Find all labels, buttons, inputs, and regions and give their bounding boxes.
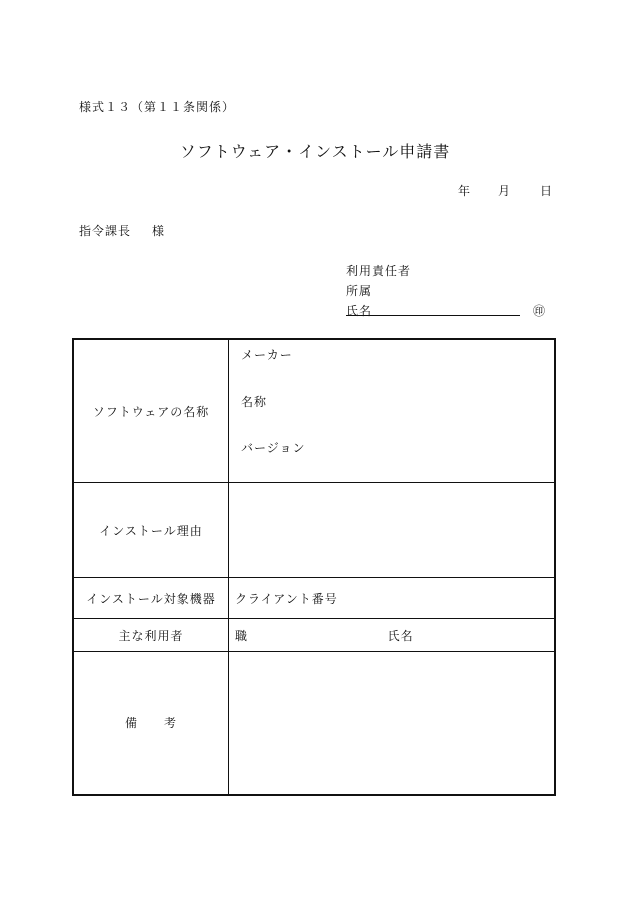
form-number: 様式１３（第１１条関係）	[79, 100, 236, 114]
software-title-label: 名称	[241, 395, 268, 409]
remarks-cell[interactable]	[229, 652, 556, 795]
install-reason-label: インストール理由	[73, 483, 229, 578]
applicant-name-line[interactable]	[346, 315, 520, 316]
software-version-label: バージョン	[241, 441, 306, 455]
install-target-label: インストール対象機器	[73, 578, 229, 619]
user-row	[73, 619, 555, 652]
user-name-label: 氏名	[387, 628, 414, 643]
remarks-row	[73, 652, 555, 795]
install-target-cell[interactable]	[229, 578, 556, 619]
applicant-role-label: 利用責任者	[346, 264, 412, 278]
date-day-label: 日	[540, 184, 554, 198]
remarks-label: 備 考	[73, 652, 229, 795]
install-reason-cell[interactable]	[229, 483, 556, 578]
main-user-label: 主な利用者	[73, 619, 229, 652]
reason-row	[73, 483, 555, 578]
applicant-name-label: 氏名	[346, 304, 373, 318]
applicant-department-label: 所属	[346, 284, 373, 298]
application-table	[72, 338, 556, 796]
target-row	[73, 578, 555, 619]
date-month-label: 月	[498, 184, 512, 198]
addressee-honorific: 様	[152, 224, 166, 238]
main-user-cell[interactable]	[229, 619, 556, 652]
software-name-label: ソフトウェアの名称	[73, 339, 229, 483]
seal-mark: ㊞	[533, 304, 547, 318]
date-year-label: 年	[458, 184, 472, 198]
software-row	[73, 339, 555, 483]
client-number-label: クライアント番号	[235, 591, 338, 606]
software-maker-label: メーカー	[241, 348, 293, 362]
document-title: ソフトウェア・インストール申請書	[179, 142, 451, 161]
addressee: 指令課長	[79, 224, 132, 238]
software-details-cell[interactable]	[229, 339, 556, 483]
user-position-label: 職	[235, 628, 249, 643]
